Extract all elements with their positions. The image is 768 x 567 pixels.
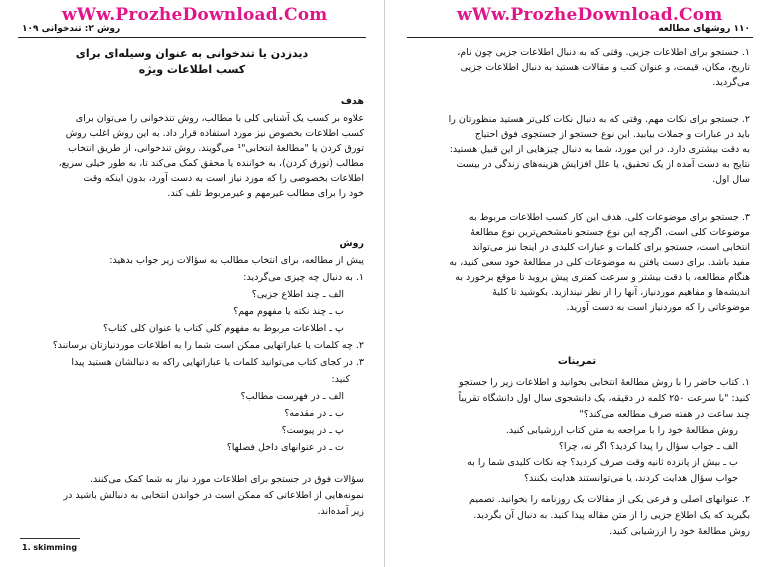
- method-line: ب ـ در مقدمه؟: [284, 408, 344, 419]
- exercises-heading: تمرینات: [557, 356, 597, 367]
- goal-line: علاوه بر کسب یک آشنایی کلی با مطالب، روش تندخوانی را می‌توان برای: [75, 113, 364, 124]
- method-line: ب ـ چند نکته یا مفهوم مهم؟: [233, 306, 344, 317]
- method-line: الف ـ چند اطلاع جزیی؟: [251, 289, 344, 300]
- method-line: پ ـ اطلاعات مربوط به مفهوم کلی کتاب یا عنوان کلی کتاب؟: [102, 323, 344, 334]
- exercise-line: بگیرید که یک اطلاع جزیی را از متن مقاله پیدا کنید. به دنبال آن بگردید.: [473, 510, 750, 521]
- heading-method: روش: [339, 238, 364, 249]
- method-line: پیش از مطالعه، برای انتخاب مطالب به سؤالات زیر جواب بدهید:: [109, 255, 364, 266]
- goal-line: خود را برای مطالب غیرمهم و غیرمربوط تلف کند.: [167, 188, 364, 199]
- item2-line: سال اول.: [712, 174, 750, 185]
- exercise-line: ب ـ بیش از پانزده ثانیه وقت صرف کردید؟ چه نکات کلیدی شما را به: [467, 457, 738, 468]
- goal-line: اطلاعات بخصوصی را که مورد نیاز است به دست آورد، بدون اینکه وقت: [83, 173, 364, 184]
- method-line: ت ـ در عنوانهای داخل فصلها؟: [226, 442, 344, 453]
- exercise-line: روش مطالعهٔ خود را با مراجعه به متن کتاب ارزشیابی کنید.: [505, 425, 738, 436]
- exercise-line: کنید: "با سرعت ۲۵۰ کلمه در دقیقه، یک دانشجوی سال اول دانشگاه تقریباً: [458, 393, 750, 404]
- watermark-right: wWw.ProzheDownload.Com: [457, 5, 723, 25]
- goal-line: مطالب (تورق کردن)، به خواننده یا محقق کمک می‌کند تا، به طور خیلی سریع،: [58, 158, 364, 169]
- goal-line: کسب اطلاعات بخصوص نیز مورد استفاده قرار داد. به این روش اغلب روش: [65, 128, 364, 139]
- item1-line: می‌گردید.: [712, 77, 750, 88]
- item2-line: به دقت بیشتری دارد. در این مورد، شما به دنبال چیزهایی از این قبیل هستید:: [449, 144, 750, 155]
- footnote-rule: [20, 538, 80, 539]
- item2-line: نتایج به دست آمده از یک تحقیق، یا علل افزایش هزینه‌های زندگی در بیست: [456, 159, 750, 170]
- exercise-line: چند ساعت در هفته صرف مطالعه می‌کند؟": [579, 409, 750, 420]
- section-title-line-2: کسب اطلاعات ویژه: [138, 63, 246, 76]
- item3-line: مفید باشد. برای دست یافتن به موضوعات کلی در مطالعهٔ خود سعی کنید، به: [449, 257, 750, 268]
- item1-line: تاریخ، مکان، قیمت، و عنوان کتب و مقالات هستید به دنبال اطلاعات جزیی: [460, 62, 750, 73]
- item2-line: ۲. جستجو برای نکات مهم. وقتی که به دنبال نکات کلی‌تر هستید منظورتان را: [448, 114, 750, 125]
- method-line: پ ـ در پیوست؟: [281, 425, 344, 436]
- goal-line: تورق کردن یا "مطالعهٔ انتخابی"¹ می‌گویند. روش تندخوانی، از طریق انتخاب: [68, 143, 364, 154]
- footnote: 1. skimming: [22, 543, 78, 552]
- watermark-left: wWw.ProzheDownload.Com: [62, 5, 328, 25]
- method-line: ۳. در کجای کتاب می‌توانید کلمات یا عباراتهایی راکه به دنبالشان هستید پیدا: [71, 357, 364, 368]
- item3-line: ۳. جستجو برای موضوعات کلی. هدف این کار کسب اطلاعات مربوط به: [468, 212, 750, 223]
- item2-line: باید در عبارات و جملات بیابید. این نوع جستجو از جستجوی فوق احتیاج: [474, 129, 750, 140]
- heading-goal: هدف: [340, 96, 364, 107]
- exercise-line: ۱. کتاب حاضر را با روش مطالعهٔ انتخابی بخوانید و اطلاعات زیر را جستجو: [458, 377, 750, 388]
- header-rule-left: [18, 37, 366, 38]
- item3-line: موضوعاتی را که موردنیاز است به دست آورید.: [566, 302, 750, 313]
- exercise-line: روش مطالعهٔ خود را ارزشیابی کنید.: [609, 526, 750, 537]
- closing-line: زیر آمده‌اند.: [317, 506, 364, 517]
- item1-line: ۱. جستجو برای اطلاعات جزیی. وقتی که به دنبال اطلاعات جزیی چون نام،: [457, 47, 750, 58]
- exercise-line: الف ـ جواب سؤال را پیدا کردید؟ اگر نه، چرا؟: [558, 441, 738, 452]
- method-line: ۲. چه کلمات یا عباراتهایی ممکن است شما را به اطلاعات موردنیازتان برسانند؟: [52, 340, 364, 351]
- right-page: [384, 0, 768, 567]
- header-rule-right: [407, 37, 753, 38]
- method-line: کنید:: [331, 374, 350, 385]
- item3-line: هنگام مطالعه، با دقت بیشتر و سرعت کمتری پیش بروید تا موقع برخورد به: [455, 272, 750, 283]
- closing-line: سؤالات فوق در جستجو برای اطلاعات مورد نیاز به شما کمک می‌کنند.: [90, 474, 364, 485]
- item3-line: موضوعات کلی است. اگرچه این نوع جستجو نامشخص‌ترین نوع مطالعهٔ: [470, 227, 750, 238]
- item3-line: اندیشه‌ها و مفاهیم موردنیاز، آنها را از نظر نیندازید. بکوشید تا کلیهٔ: [492, 287, 750, 298]
- exercise-line: جواب سؤال هدایت کردند، یا می‌توانستند هدایت بکنند؟: [523, 473, 738, 484]
- running-head-right: ۱۱۰ روشهای مطالعه: [658, 24, 750, 34]
- method-line: الف ـ در فهرست مطالب؟: [240, 391, 344, 402]
- closing-line: نمونه‌هایی از اطلاعاتی که ممکن است در خواندن انتخابی به دنبالش باشید در: [63, 490, 364, 501]
- item3-line: انتخابی است، جستجو برای کلمات و عبارات کلیدی در اینجا نیز می‌تواند: [472, 242, 750, 253]
- method-line: ۱. به دنبال چه چیزی می‌گردید:: [243, 272, 364, 283]
- exercise-line: ۲. عنوانهای اصلی و فرعی یکی از مقالات یک روزنامه را بخوانید. تصمیم: [469, 494, 750, 505]
- section-title-line-1: دیدزدن یا تندخوانی به عنوان وسیله‌ای برای: [75, 47, 309, 60]
- running-head-left: روش ۲: تندخوانی ۱۰۹: [22, 24, 121, 34]
